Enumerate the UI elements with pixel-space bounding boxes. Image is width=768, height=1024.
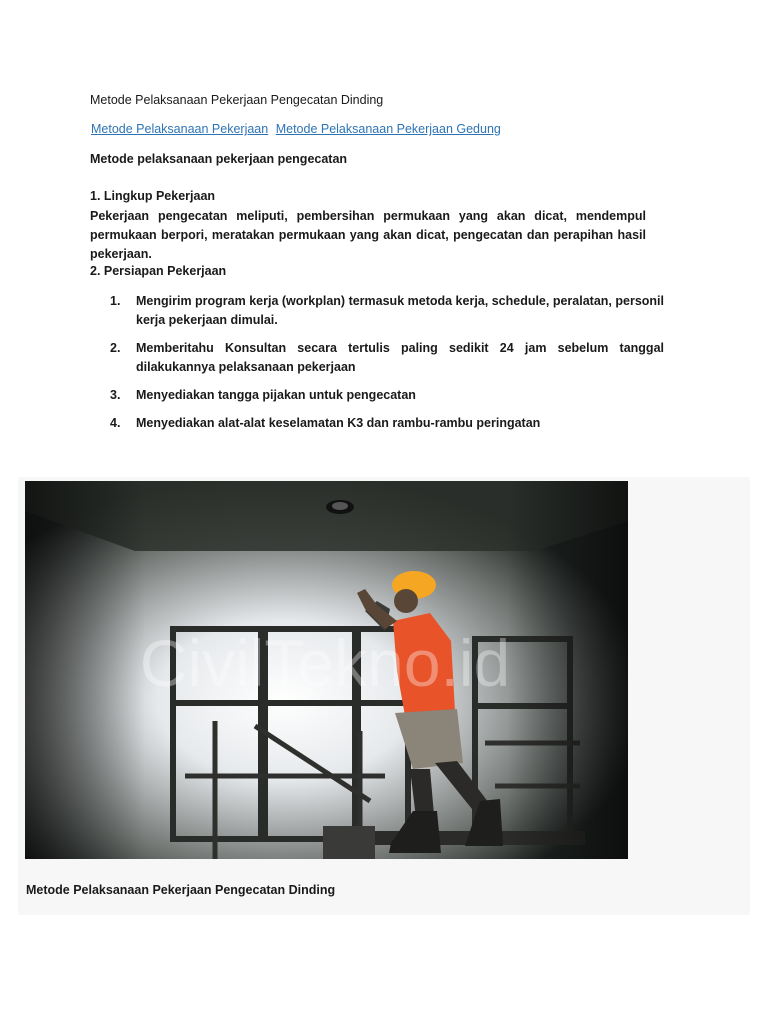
list-item-text: Menyediakan alat-alat keselamatan K3 dan rambu-rambu peringatan bbox=[136, 416, 541, 430]
link-metode-pelaksanaan-pekerjaan-gedung[interactable]: Metode Pelaksanaan Pekerjaan Gedung bbox=[275, 122, 501, 136]
section-body-lingkup: Pekerjaan pengecatan meliputi, pembersihan permukaan yang akan dicat, mendempul permukaan berpori, meratakan permukaan yang akan dicat, pengecatan dan perapihan hasil pekerjaan. bbox=[90, 209, 646, 261]
section-heading-persiapan: 2. Persiapan Pekerjaan bbox=[90, 264, 227, 278]
list-item-number: 4. bbox=[110, 416, 121, 430]
subtitle: Metode pelaksanaan pekerjaan pengecatan bbox=[90, 152, 348, 166]
list-item-number: 2. bbox=[110, 341, 121, 355]
list-item bbox=[110, 386, 664, 405]
page-title: Metode Pelaksanaan Pekerjaan Pengecatan Dinding bbox=[90, 93, 384, 107]
painting-worker-photo bbox=[25, 481, 628, 859]
link-metode-pelaksanaan-pekerjaan[interactable]: Metode Pelaksanaan Pekerjaan bbox=[91, 122, 269, 136]
related-links bbox=[91, 122, 505, 136]
list-item-number: 3. bbox=[110, 388, 121, 402]
list-item bbox=[110, 292, 664, 330]
list-item-number: 1. bbox=[110, 294, 121, 308]
list-item-text: Menyediakan tangga pijakan untuk pengecatan bbox=[136, 388, 416, 402]
persiapan-list bbox=[110, 292, 664, 442]
list-item bbox=[110, 414, 664, 433]
watermark-text: CivilTekno.id bbox=[139, 626, 511, 700]
section-heading-lingkup: 1. Lingkup Pekerjaan bbox=[90, 189, 216, 203]
list-item-text: Mengirim program kerja (workplan) termasuk metoda kerja, schedule, peralatan, personil kerja pekerjaan dimulai. bbox=[136, 294, 664, 327]
list-item-text: Memberitahu Konsultan secara tertulis paling sedikit 24 jam sebelum tanggal dilakukannya pelaksanaan pekerjaan bbox=[136, 341, 664, 374]
figure-caption: Metode Pelaksanaan Pekerjaan Pengecatan Dinding bbox=[26, 883, 336, 897]
list-item bbox=[110, 339, 664, 377]
